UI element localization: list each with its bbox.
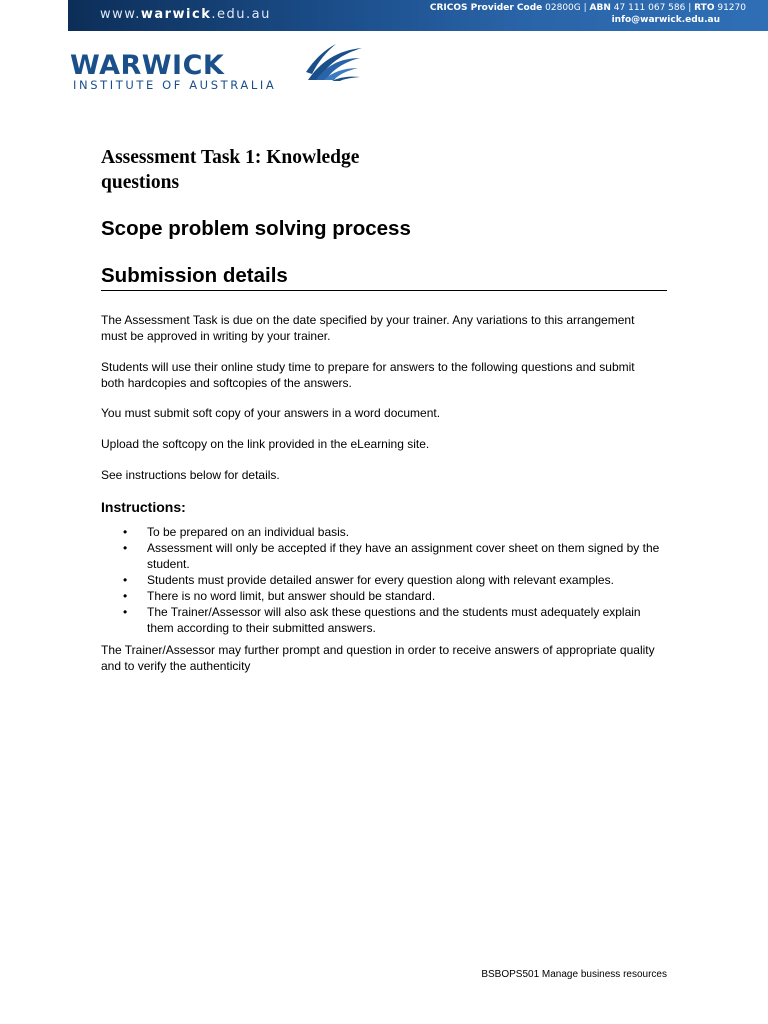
list-item: • To be prepared on an individual basis.	[123, 525, 350, 539]
submission-details-heading: Submission details	[101, 263, 667, 291]
provider-codes: CRICOS Provider Code 02800G | ABN 47 111 067 586 | RTO 91270	[429, 3, 746, 13]
instructions-list	[101, 524, 667, 636]
list-item: • There is no word limit, but answer should be standard.	[123, 589, 436, 603]
header-banner	[68, 0, 768, 31]
bullet-icon: •	[123, 525, 128, 539]
instructions-heading: Instructions:	[101, 499, 186, 515]
bullet-icon: •	[123, 589, 128, 603]
logo-wordmark: WARWICK	[70, 50, 225, 81]
paragraph-see-instructions: See instructions below for details.	[101, 468, 280, 482]
bullet-icon: •	[123, 605, 128, 619]
unit-title: Scope problem solving process	[101, 217, 411, 240]
paragraph-study-time: Students will use their online study time to prepare for answers to the following questions and submit both hardcopies and softcopies of the answers.	[101, 360, 635, 390]
bullet-icon: •	[123, 541, 128, 555]
warwick-logo	[70, 42, 370, 94]
wave-logo-icon	[302, 42, 364, 82]
list-item: • The Trainer/Assessor will also ask these questions and the students must adequately explain them according to their submitted answers.	[123, 605, 641, 635]
bullet-icon: •	[123, 573, 128, 587]
list-item: • Students must provide detailed answer for every question along with relevant examples.	[123, 573, 614, 587]
closing-paragraph: The Trainer/Assessor may further prompt and question in order to receive answers of appropriate quality and to verify the authenticity	[101, 643, 655, 673]
list-item: • Assessment will only be accepted if they have an assignment cover sheet on them signed by the student.	[123, 541, 660, 571]
contact-email: info@warwick.edu.au	[611, 15, 720, 25]
assessment-task-title: Assessment Task 1: Knowledge questions	[101, 147, 360, 193]
logo-subtitle: INSTITUTE OF AUSTRALIA	[73, 78, 277, 92]
website-url: www.warwick.edu.au	[100, 7, 271, 22]
paragraph-due-date: The Assessment Task is due on the date specified by your trainer. Any variations to this arrangement must be approved in writing by your trainer.	[101, 313, 635, 343]
footer-unit-name: BSBOPS501 Manage business resources	[481, 969, 667, 980]
paragraph-upload: Upload the softcopy on the link provided in the eLearning site.	[101, 437, 430, 451]
paragraph-soft-copy: You must submit soft copy of your answers in a word document.	[101, 406, 441, 420]
